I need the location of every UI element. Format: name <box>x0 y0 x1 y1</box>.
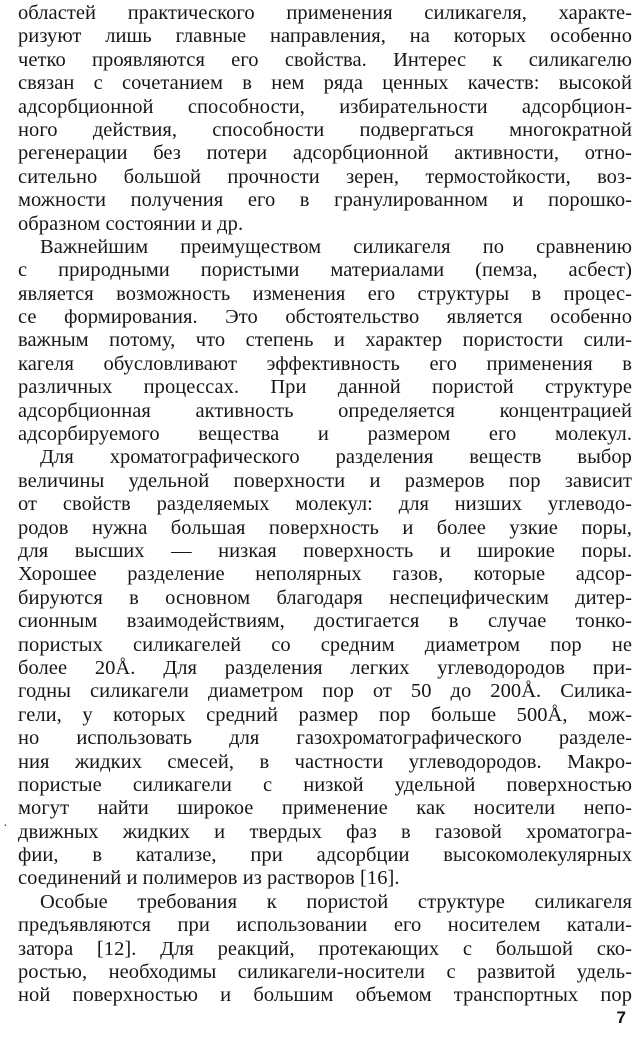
text-line: могут найти широкое применение как носители непо- <box>18 797 632 820</box>
text-line: более 20Å. Для разделения легких углеводородов при- <box>18 656 632 679</box>
text-line: различных процессах. При данной пористой структуре <box>18 376 632 399</box>
text-line: фии, в катализе, при адсорбции высокомолекулярных <box>18 844 632 867</box>
text-line: областей практического применения силикагеля, характе- <box>18 2 632 24</box>
text-line: пористые силикагели с низкой удельной поверхностью <box>18 773 632 796</box>
text-line: сионным взаимодействиям, достигается в случае тонко- <box>18 610 632 633</box>
text-line: Важнейшим преимуществом силикагеля по сравнению <box>40 235 632 258</box>
text-line: четко проявляются его свойства. Интерес к силикагелю <box>18 48 632 71</box>
text-line: движных жидких и твердых фаз в газовой хроматогра- <box>18 820 632 843</box>
text-line: сительно большой прочности зерен, термостойкости, воз- <box>18 165 632 188</box>
text-line: образном состоянии и др. <box>18 212 244 235</box>
text-line: с природными пористыми материалами (пемза, асбест) <box>18 259 632 282</box>
text-line: ростью, необходимы силикагели-носители с развитой удель- <box>18 961 632 984</box>
text-line: Для хроматографического разделения веществ выбор <box>40 446 632 469</box>
text-line: адсорбционная активность определяется концентрацией <box>18 399 632 422</box>
text-line: предъявляются при использовании его носителем катали- <box>18 914 632 937</box>
text-line: связан с сочетанием в нем ряда ценных качеств: высокой <box>18 72 632 95</box>
text-line: ния жидких смесей, в частности углеводородов. Макро- <box>18 750 632 773</box>
text-line: годны силикагели диаметром пор от 50 до 200Å. Силика- <box>18 680 632 703</box>
text-line: ной поверхностью и большим объемом транспортных пор <box>18 984 632 1007</box>
text-line: является возможность изменения его структуры в процес- <box>18 282 632 305</box>
page-number: 7 <box>616 1008 626 1027</box>
text-line: регенерации без потери адсорбционной активности, отно- <box>18 142 632 165</box>
text-line: адсорбционной способности, избирательности адсорбцион- <box>18 95 632 118</box>
text-line: затора [12]. Для реакций, протекающих с большой ско- <box>18 937 632 960</box>
text-line: но использовать для газохроматографического разделе- <box>18 727 632 750</box>
body-text <box>18 2 632 1008</box>
text-line: можности получения его в гранулированном и порошко- <box>18 189 632 212</box>
text-line: Особые требования к пористой структуре силикагеля <box>40 890 632 913</box>
text-line: соединений и полимеров из растворов [16]. <box>18 867 400 890</box>
text-line: кагеля обусловливают эффективность его применения в <box>18 352 632 375</box>
text-line: Хорошее разделение неполярных газов, которые адсор- <box>18 563 632 586</box>
text-line: величины удельной поверхности и размеров пор зависит <box>18 469 632 492</box>
text-line: ного действия, способности подвергаться многократной <box>18 118 632 141</box>
text-line: гели, у которых средний размер пор больше 500Å, мож- <box>18 703 632 726</box>
margin-mark: · <box>3 819 8 834</box>
text-line: бируются в основном благодаря неспецифическим дитер- <box>18 586 632 609</box>
text-line: се формирования. Это обстоятельство является особенно <box>18 306 632 329</box>
text-line: для высших — низкая поверхность и широкие поры. <box>18 539 632 562</box>
text-line: важным потому, что степень и характер пористости сили- <box>18 329 632 352</box>
text-line: ризуют лишь главные направления, на которых особенно <box>18 25 632 48</box>
text-line: пористых силикагелей со средним диаметром пор не <box>18 633 632 656</box>
text-line: родов нужна большая поверхность и более узкие поры, <box>18 516 632 539</box>
text-line: от свойств разделяемых молекул: для низших углеводо- <box>18 493 632 516</box>
text-line: адсорбируемого вещества и размером его молекул. <box>18 423 632 446</box>
